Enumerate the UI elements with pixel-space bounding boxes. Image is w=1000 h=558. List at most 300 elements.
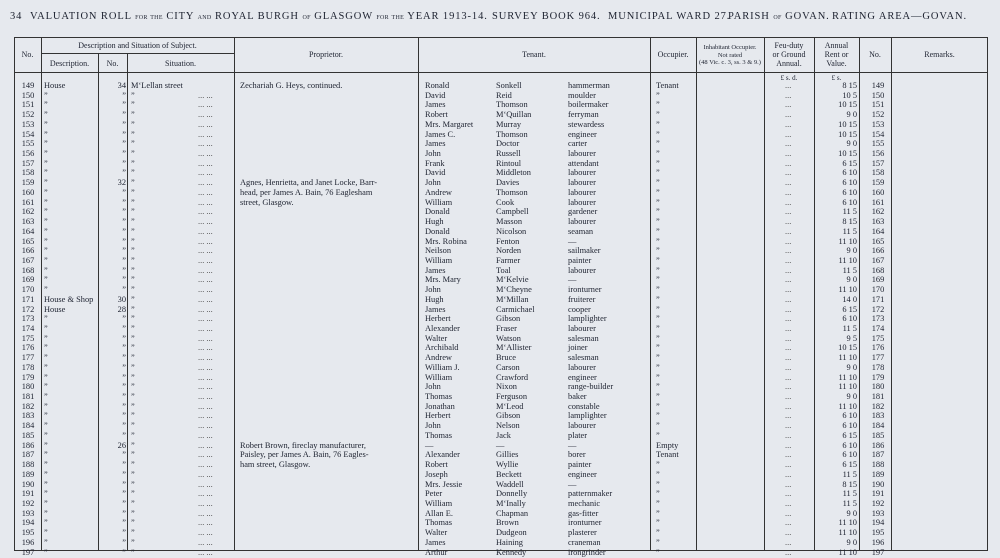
entry-situation: ” xyxy=(131,158,135,168)
entry-description: ” xyxy=(44,265,48,275)
entry-tenant-first: Robert xyxy=(425,460,448,470)
parish: PARISH of GOVAN. xyxy=(728,11,830,22)
entry-number: 190 xyxy=(21,479,35,489)
entry-tenant-last: Gibson xyxy=(496,314,521,324)
entry-number: 181 xyxy=(21,392,35,402)
entry-street-number: ” xyxy=(122,372,126,382)
entry-occupier: ” xyxy=(656,158,660,168)
entry-occupation: labourer xyxy=(568,178,596,188)
entry-annual-value: 6 15 xyxy=(842,304,857,314)
entry-occupation: labourer xyxy=(568,362,596,372)
entry-street-number: ” xyxy=(122,314,126,324)
entry-tenant-first: James xyxy=(425,100,446,110)
entry-proprietor: Zechariah G. Heys, continued. xyxy=(240,81,343,90)
entry-occupier: ” xyxy=(656,226,660,236)
entry-number-right: 173 xyxy=(871,314,885,324)
entry-occupier: ” xyxy=(656,382,660,392)
entry-number-right: 152 xyxy=(871,110,885,120)
leader-dots: ... ... xyxy=(198,362,213,372)
entry-number: 183 xyxy=(21,411,35,421)
entry-tenant-last: Gillies xyxy=(496,450,519,460)
table-row xyxy=(0,392,1000,402)
entry-occupier: ” xyxy=(656,528,660,538)
entry-occupier: ” xyxy=(656,178,660,188)
entry-occupation: gas-fitter xyxy=(568,508,599,518)
entry-proprietor: street, Glasgow. xyxy=(240,197,294,207)
entry-situation: ” xyxy=(131,285,135,295)
entry-number: 165 xyxy=(21,236,35,246)
entry-feu-duty: ... xyxy=(785,372,792,382)
entry-description: ” xyxy=(44,518,48,528)
entry-occupier: ” xyxy=(656,508,660,518)
entry-street-number: ” xyxy=(122,119,126,129)
entry-feu-duty: ... xyxy=(785,90,792,100)
entry-situation: ” xyxy=(131,187,135,197)
entry-occupier: ” xyxy=(656,537,660,547)
entry-number-right: 179 xyxy=(871,372,885,382)
entry-situation: ” xyxy=(131,508,135,518)
table-row xyxy=(0,91,1000,101)
entry-feu-duty: ... xyxy=(785,353,792,363)
entry-street-number: ” xyxy=(122,324,126,333)
entry-tenant-last: Crawford xyxy=(496,372,529,382)
entry-tenant-first: Thomas xyxy=(425,392,452,402)
entry-occupation: mechanic xyxy=(568,498,601,508)
entry-tenant-first: William xyxy=(425,197,453,207)
entry-occupation: labourer xyxy=(568,421,596,431)
entry-annual-value: 6 10 xyxy=(842,440,857,450)
entry-street-number: 28 xyxy=(117,304,126,314)
table-row xyxy=(0,373,1000,383)
table-row xyxy=(0,334,1000,344)
entry-number: 167 xyxy=(21,255,35,265)
entry-number: 158 xyxy=(21,168,35,178)
lsd-annual: £ s. xyxy=(831,74,842,82)
entry-tenant-first: Andrew xyxy=(425,353,452,363)
entry-occupier: ” xyxy=(656,100,660,110)
entry-tenant-last: Toal xyxy=(496,265,511,275)
entry-annual-value: 6 10 xyxy=(842,450,857,460)
entry-street-number: ” xyxy=(122,382,126,392)
entry-occupier: ” xyxy=(656,353,660,363)
entry-tenant-last: Thomson xyxy=(496,100,528,110)
entry-annual-value: 10 15 xyxy=(838,100,857,110)
col-header-description: Description. xyxy=(49,59,90,68)
entry-description: ” xyxy=(44,440,48,450)
leader-dots: ... ... xyxy=(198,265,213,275)
entry-tenant-last: Cook xyxy=(496,197,515,207)
entry-feu-duty: ... xyxy=(785,285,792,295)
entry-occupation: patternmaker xyxy=(568,489,613,499)
entry-occupier: Tenant xyxy=(656,450,679,460)
table-row xyxy=(0,237,1000,247)
entry-feu-duty: ... xyxy=(785,460,792,470)
entry-occupier: ” xyxy=(656,401,660,411)
entry-number-right: 185 xyxy=(871,430,885,440)
leader-dots: ... ... xyxy=(198,518,213,528)
entry-number: 187 xyxy=(21,450,35,460)
table-row xyxy=(0,343,1000,353)
entry-feu-duty: ... xyxy=(785,440,792,450)
entry-feu-duty: ... xyxy=(785,401,792,411)
table-row xyxy=(0,470,1000,480)
entry-description: House xyxy=(44,304,66,314)
entry-occupation: attendant xyxy=(568,158,599,168)
entry-tenant-first: William xyxy=(425,255,453,265)
entry-feu-duty: ... xyxy=(785,382,792,392)
entry-number-right: 194 xyxy=(871,518,885,528)
entry-feu-duty: ... xyxy=(785,479,792,489)
entry-occupier: ” xyxy=(656,421,660,431)
entry-tenant-last: Middleton xyxy=(496,168,531,178)
entry-number-right: 161 xyxy=(871,197,885,207)
entry-number-right: 183 xyxy=(871,411,885,421)
entry-feu-duty: ... xyxy=(785,324,792,333)
entry-tenant-first: William xyxy=(425,372,453,382)
entry-number: 197 xyxy=(21,547,35,557)
entry-occupier: Empty xyxy=(656,440,679,450)
entry-situation: ” xyxy=(131,440,135,450)
col-header-inhabitant: Inhabitant Occupier. Not rated (48 Vic. c. 3, ss. 3 & 9.) xyxy=(699,44,761,66)
entry-tenant-first: Ronald xyxy=(425,81,450,90)
entry-number-right: 151 xyxy=(871,100,885,110)
entry-feu-duty: ... xyxy=(785,119,792,129)
entry-situation: ” xyxy=(131,411,135,421)
entry-occupier: ” xyxy=(656,469,660,479)
entry-occupation: gardener xyxy=(568,207,598,217)
entry-occupier: ” xyxy=(656,498,660,508)
entry-annual-value: 8 15 xyxy=(842,81,857,90)
entry-tenant-first: William xyxy=(425,498,453,508)
entry-annual-value: 11 10 xyxy=(838,236,857,246)
entry-street-number: 34 xyxy=(117,81,126,90)
entry-street-number: ” xyxy=(122,528,126,538)
entry-feu-duty: ... xyxy=(785,168,792,178)
entry-annual-value: 11 10 xyxy=(838,382,857,392)
entry-description: ” xyxy=(44,129,48,139)
entry-situation: ” xyxy=(131,226,135,236)
entry-tenant-last: Jack xyxy=(496,430,511,440)
entry-situation: ” xyxy=(131,430,135,440)
entry-number-right: 196 xyxy=(871,537,885,547)
entry-tenant-last: Donnelly xyxy=(496,489,528,499)
table-row xyxy=(0,139,1000,149)
entry-street-number: ” xyxy=(122,110,126,120)
entry-number: 186 xyxy=(21,440,35,450)
entry-number-right: 180 xyxy=(871,382,885,392)
entry-street-number: ” xyxy=(122,411,126,421)
entry-occupation: — xyxy=(568,236,577,246)
table-row xyxy=(0,489,1000,499)
entry-number: 176 xyxy=(21,343,35,353)
entry-tenant-first: Alexander xyxy=(425,450,460,460)
entry-street-number: ” xyxy=(122,207,126,217)
leader-dots: ... ... xyxy=(198,324,213,333)
entry-tenant-first: William J. xyxy=(425,362,460,372)
entry-situation: ” xyxy=(131,479,135,489)
entry-street-number: ” xyxy=(122,217,126,227)
entry-street-number: ” xyxy=(122,236,126,246)
leader-dots: ... ... xyxy=(198,411,213,421)
entry-number: 149 xyxy=(21,81,35,90)
entry-tenant-first: Thomas xyxy=(425,430,452,440)
entry-occupation: fruiterer xyxy=(568,294,596,304)
entry-tenant-last: Thomson xyxy=(496,129,528,139)
entry-occupation: borer xyxy=(568,450,586,460)
entry-annual-value: 11 5 xyxy=(842,498,857,508)
entry-description: ” xyxy=(44,90,48,100)
entry-occupier: ” xyxy=(656,304,660,314)
entry-tenant-first: Walter xyxy=(425,333,448,343)
entry-description: ” xyxy=(44,392,48,402)
entry-number: 192 xyxy=(21,498,35,508)
entry-situation: ” xyxy=(131,265,135,275)
entry-tenant-first: Frank xyxy=(425,158,445,168)
entry-occupation: engineer xyxy=(568,372,597,382)
entry-occupier: ” xyxy=(656,547,660,557)
col-header-feu-duty: Feu-duty or Ground Annual. xyxy=(772,41,806,68)
entry-description: ” xyxy=(44,362,48,372)
entry-situation: ” xyxy=(131,236,135,246)
lsd-feu: £ s. d. xyxy=(780,74,798,82)
table-row xyxy=(0,168,1000,178)
entry-annual-value: 6 10 xyxy=(842,197,857,207)
entry-annual-value: 6 10 xyxy=(842,168,857,178)
entry-tenant-first: James xyxy=(425,265,446,275)
entry-feu-duty: ... xyxy=(785,187,792,197)
entry-feu-duty: ... xyxy=(785,537,792,547)
leader-dots: ... ... xyxy=(198,440,213,450)
page-number: 34 xyxy=(10,11,23,22)
entry-situation: ” xyxy=(131,343,135,353)
entry-occupation: plater xyxy=(568,430,588,440)
entry-occupier: ” xyxy=(656,236,660,246)
entry-street-number: ” xyxy=(122,392,126,402)
entry-number-right: 192 xyxy=(871,498,885,508)
entry-situation: ” xyxy=(131,498,135,508)
table-row xyxy=(0,450,1000,460)
entry-number-right: 166 xyxy=(871,246,885,256)
entry-description: ” xyxy=(44,430,48,440)
entry-number-right: 175 xyxy=(871,333,885,343)
entry-street-number: ” xyxy=(122,401,126,411)
entry-number: 153 xyxy=(21,119,35,129)
entry-situation: ” xyxy=(131,401,135,411)
entry-annual-value: 11 10 xyxy=(838,255,857,265)
col-header-desc-group: Description and Situation of Subject. xyxy=(78,41,197,50)
entry-annual-value: 9 0 xyxy=(846,139,857,149)
entry-tenant-first: Mrs. Mary xyxy=(425,275,461,285)
entry-situation: ” xyxy=(131,168,135,178)
entry-feu-duty: ... xyxy=(785,421,792,431)
entry-street-number: ” xyxy=(122,246,126,256)
table-row xyxy=(0,411,1000,421)
entry-feu-duty: ... xyxy=(785,411,792,421)
table-row xyxy=(0,402,1000,412)
entry-street-number: ” xyxy=(122,508,126,518)
entry-tenant-first: John xyxy=(425,149,441,159)
entry-street-number: ” xyxy=(122,343,126,353)
entry-situation: ” xyxy=(131,372,135,382)
entry-occupier: ” xyxy=(656,324,660,333)
entry-feu-duty: ... xyxy=(785,450,792,460)
entry-number: 168 xyxy=(21,265,35,275)
entry-tenant-last: Reid xyxy=(496,90,512,100)
leader-dots: ... ... xyxy=(198,168,213,178)
entry-feu-duty: ... xyxy=(785,547,792,557)
entry-occupation: lamplighter xyxy=(568,411,607,421)
entry-number-right: 168 xyxy=(871,265,885,275)
entry-proprietor: Paisley, per James A. Bain, 76 Eagles- xyxy=(240,450,369,460)
desc-group-rule xyxy=(41,53,234,54)
entry-tenant-last: Brown xyxy=(496,518,519,528)
leader-dots: ... ... xyxy=(198,430,213,440)
municipal-ward: MUNICIPAL WARD 27. xyxy=(608,11,731,22)
entry-tenant-last: Davies xyxy=(496,178,520,188)
entry-situation: ” xyxy=(131,90,135,100)
entry-tenant-last: Chapman xyxy=(496,508,529,518)
entry-annual-value: 11 10 xyxy=(838,285,857,295)
entry-situation: ” xyxy=(131,304,135,314)
entry-annual-value: 8 15 xyxy=(842,479,857,489)
entry-annual-value: 10 5 xyxy=(842,90,857,100)
leader-dots: ... ... xyxy=(198,285,213,295)
entry-tenant-first: David xyxy=(425,90,446,100)
entry-number-right: 156 xyxy=(871,149,885,159)
entry-number-right: 163 xyxy=(871,217,885,227)
entry-tenant-first: David xyxy=(425,168,446,178)
entry-number-right: 191 xyxy=(871,489,885,499)
rating-area: RATING AREA—GOVAN. xyxy=(832,11,968,22)
entry-situation: ” xyxy=(131,129,135,139)
leader-dots: ... ... xyxy=(198,382,213,392)
leader-dots: ... ... xyxy=(198,139,213,149)
entry-tenant-last: M‘Leod xyxy=(496,401,524,411)
entry-annual-value: 9 0 xyxy=(846,246,857,256)
entry-occupation: moulder xyxy=(568,90,596,100)
entry-occupation: carter xyxy=(568,139,588,149)
entry-feu-duty: ... xyxy=(785,178,792,188)
entry-street-number: ” xyxy=(122,255,126,265)
entry-occupier: ” xyxy=(656,372,660,382)
entry-annual-value: 8 15 xyxy=(842,217,857,227)
entry-occupation: lamplighter xyxy=(568,314,607,324)
entry-number-right: 157 xyxy=(871,158,885,168)
entry-description: ” xyxy=(44,197,48,207)
entry-occupation: salesman xyxy=(568,333,599,343)
entry-street-number: ” xyxy=(122,285,126,295)
table-row xyxy=(0,188,1000,198)
entry-situation: ” xyxy=(131,528,135,538)
entry-tenant-first: Mrs. Margaret xyxy=(425,119,474,129)
entry-occupier: ” xyxy=(656,197,660,207)
entry-feu-duty: ... xyxy=(785,362,792,372)
leader-dots: ... ... xyxy=(198,149,213,159)
entry-situation: ” xyxy=(131,537,135,547)
entry-tenant-first: Peter xyxy=(425,489,443,499)
entry-description: ” xyxy=(44,508,48,518)
entry-description: ” xyxy=(44,139,48,149)
entry-street-number: ” xyxy=(122,489,126,499)
entry-tenant-last: Haining xyxy=(496,537,523,547)
entry-occupation: labourer xyxy=(568,217,596,227)
entry-tenant-first: James xyxy=(425,537,446,547)
entry-annual-value: 11 5 xyxy=(842,226,857,236)
entry-description: ” xyxy=(44,275,48,285)
table-row xyxy=(0,480,1000,490)
entry-tenant-last: Gibson xyxy=(496,411,521,421)
entry-occupation: salesman xyxy=(568,353,599,363)
entry-occupier: ” xyxy=(656,119,660,129)
entry-occupation: ferryman xyxy=(568,110,599,120)
col-header-no-inner: No. xyxy=(106,59,119,68)
entry-number: 154 xyxy=(21,129,35,139)
entry-situation: ” xyxy=(131,294,135,304)
col-header-annual-value: Annual Rent or Value. xyxy=(824,41,849,68)
entry-number-right: 159 xyxy=(871,178,885,188)
table-row xyxy=(0,149,1000,159)
entry-street-number: ” xyxy=(122,139,126,149)
entry-tenant-last: Fenton xyxy=(496,236,520,246)
entry-number-right: 170 xyxy=(871,285,885,295)
entry-annual-value: 11 10 xyxy=(838,547,857,557)
entry-occupier: ” xyxy=(656,90,660,100)
entry-description: ” xyxy=(44,382,48,392)
entry-tenant-last: Watson xyxy=(496,333,521,343)
entry-street-number: 32 xyxy=(117,178,126,188)
table-row xyxy=(0,518,1000,528)
table-row xyxy=(0,499,1000,509)
entry-number-right: 158 xyxy=(871,168,885,178)
entry-number: 182 xyxy=(21,401,35,411)
entry-description: ” xyxy=(44,498,48,508)
entry-occupation: labourer xyxy=(568,324,596,333)
leader-dots: ... ... xyxy=(198,246,213,256)
entry-situation: ” xyxy=(131,139,135,149)
entry-tenant-first: James C. xyxy=(425,129,456,139)
table-row xyxy=(0,120,1000,130)
entry-tenant-first: Allan E. xyxy=(425,508,453,518)
entry-description: ” xyxy=(44,333,48,343)
entry-occupation: irongrinder xyxy=(568,547,606,557)
leader-dots: ... ... xyxy=(198,421,213,431)
leader-dots: ... ... xyxy=(198,178,213,188)
entry-occupier: ” xyxy=(656,207,660,217)
entry-annual-value: 11 5 xyxy=(842,489,857,499)
entry-situation: ” xyxy=(131,314,135,324)
entry-street-number: ” xyxy=(122,149,126,159)
entry-annual-value: 10 15 xyxy=(838,343,857,353)
entry-description: ” xyxy=(44,110,48,120)
entry-occupier: ” xyxy=(656,314,660,324)
table-row xyxy=(0,528,1000,538)
header-rule xyxy=(14,72,988,73)
entry-street-number: ” xyxy=(122,421,126,431)
entry-tenant-first: Thomas xyxy=(425,518,452,528)
entry-feu-duty: ... xyxy=(785,158,792,168)
entry-street-number: 30 xyxy=(117,294,126,304)
entry-tenant-last: Beckett xyxy=(496,469,522,479)
leader-dots: ... ... xyxy=(198,187,213,197)
entry-description: ” xyxy=(44,547,48,557)
entry-tenant-first: — xyxy=(425,440,434,450)
entry-occupation: labourer xyxy=(568,197,596,207)
entry-number: 160 xyxy=(21,187,35,197)
entry-occupation: — xyxy=(568,275,577,285)
entry-tenant-first: Walter xyxy=(425,528,448,538)
entry-occupation: craneman xyxy=(568,537,601,547)
table-row xyxy=(0,363,1000,373)
